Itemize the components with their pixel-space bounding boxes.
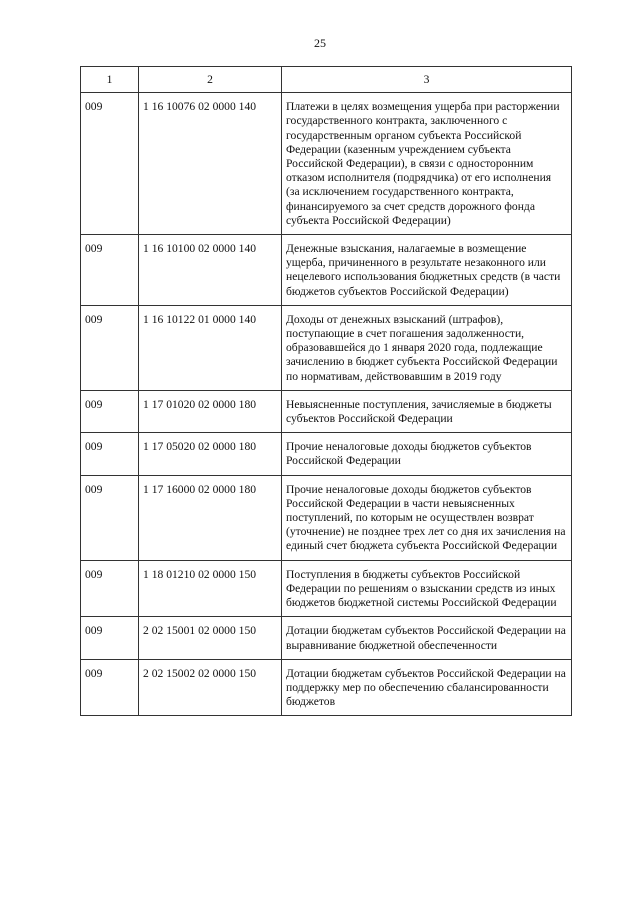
agency-code-cell: 009 xyxy=(81,659,139,716)
agency-code-cell: 009 xyxy=(81,560,139,617)
table-row xyxy=(81,659,572,716)
table-row xyxy=(81,93,572,235)
revenue-code-cell: 2 02 15002 02 0000 150 xyxy=(139,659,282,716)
agency-code-cell: 009 xyxy=(81,475,139,560)
table-row xyxy=(81,617,572,659)
table-row xyxy=(81,305,572,390)
revenue-code-cell: 2 02 15001 02 0000 150 xyxy=(139,617,282,659)
description-cell: Невыясненные поступления, зачисляемые в бюджеты субъектов Российской Федерации xyxy=(282,390,572,432)
description-cell: Платежи в целях возмещения ущерба при расторжении государственного контракта, заключенного с государственным органом субъекта Российской Федерации (казенным учреждением субъекта Российской Федерации), в связи с односторонним отказом исполнителя (подрядчика) от его исполнения (за исключением государственного контракта, финансируемого за счет средств дорожного фонда субъекта Российской Федерации) xyxy=(282,93,572,235)
description-cell: Поступления в бюджеты субъектов Российской Федерации по решениям о взыскании средств из иных бюджетов бюджетной системы Российской Федерации xyxy=(282,560,572,617)
description-cell: Прочие неналоговые доходы бюджетов субъектов Российской Федерации в части невыясненных поступлений, по которым не осуществлен возврат (уточнение) не позднее трех лет со дня их зачисления на единый счет бюджета субъекта Российской Федерации xyxy=(282,475,572,560)
table-row xyxy=(81,560,572,617)
table-row xyxy=(81,475,572,560)
description-cell: Прочие неналоговые доходы бюджетов субъектов Российской Федерации xyxy=(282,433,572,475)
revenue-codes-table xyxy=(80,66,572,716)
revenue-code-cell: 1 18 01210 02 0000 150 xyxy=(139,560,282,617)
description-cell: Дотации бюджетам субъектов Российской Федерации на выравнивание бюджетной обеспеченности xyxy=(282,617,572,659)
table-header-row xyxy=(81,67,572,93)
table-row xyxy=(81,235,572,306)
revenue-code-cell: 1 17 05020 02 0000 180 xyxy=(139,433,282,475)
agency-code-cell: 009 xyxy=(81,390,139,432)
agency-code-cell: 009 xyxy=(81,617,139,659)
revenue-code-cell: 1 17 01020 02 0000 180 xyxy=(139,390,282,432)
column-header-1: 1 xyxy=(81,67,139,93)
page-number: 25 xyxy=(314,36,326,50)
revenue-code-cell: 1 16 10100 02 0000 140 xyxy=(139,235,282,306)
column-header-3: 3 xyxy=(282,67,572,93)
agency-code-cell: 009 xyxy=(81,433,139,475)
revenue-code-cell: 1 16 10122 01 0000 140 xyxy=(139,305,282,390)
description-cell: Дотации бюджетам субъектов Российской Федерации на поддержку мер по обеспечению сбалансированности бюджетов xyxy=(282,659,572,716)
table-row xyxy=(81,433,572,475)
revenue-code-cell: 1 16 10076 02 0000 140 xyxy=(139,93,282,235)
column-header-2: 2 xyxy=(139,67,282,93)
description-cell: Денежные взыскания, налагаемые в возмещение ущерба, причиненного в результате незаконного или нецелевого использования бюджетных средств (в части бюджетов субъектов Российской Федерации) xyxy=(282,235,572,306)
revenue-code-cell: 1 17 16000 02 0000 180 xyxy=(139,475,282,560)
description-cell: Доходы от денежных взысканий (штрафов), поступающие в счет погашения задолженности, образовавшейся до 1 января 2020 года, подлежащие зачислению в бюджет субъекта Российской Федерации по нормативам, действовавшим в 2019 году xyxy=(282,305,572,390)
table-row xyxy=(81,390,572,432)
agency-code-cell: 009 xyxy=(81,235,139,306)
agency-code-cell: 009 xyxy=(81,93,139,235)
agency-code-cell: 009 xyxy=(81,305,139,390)
